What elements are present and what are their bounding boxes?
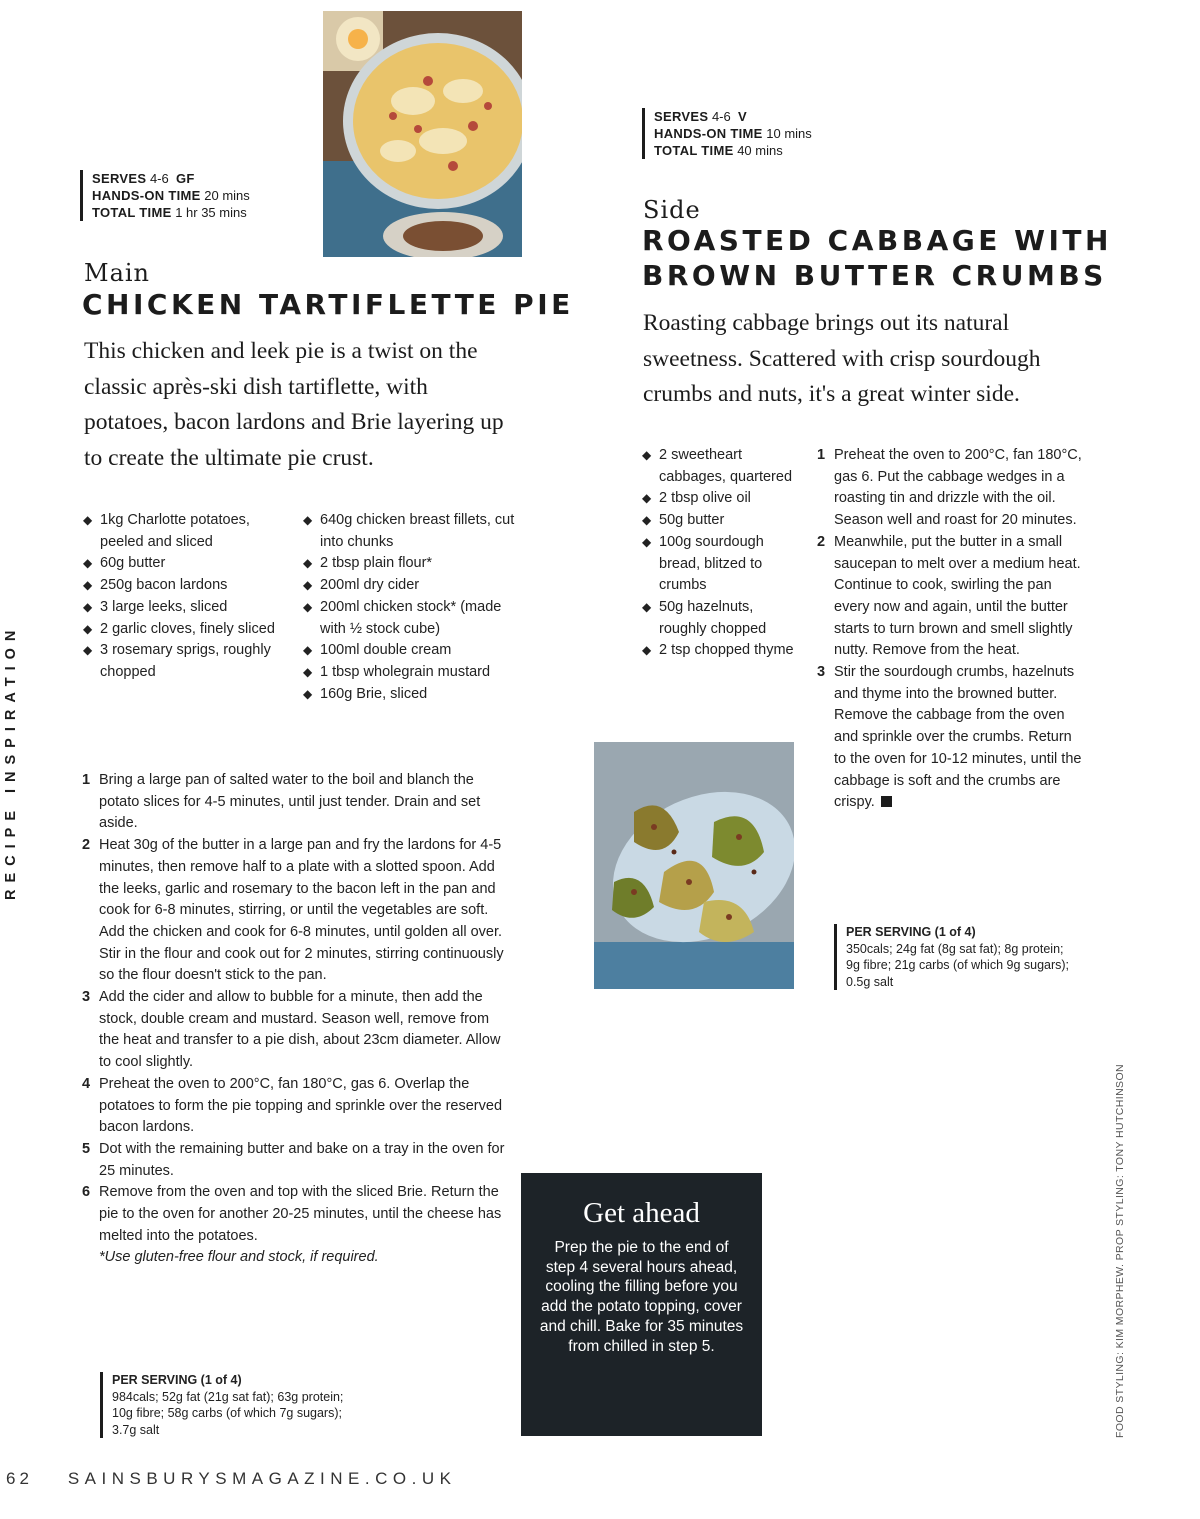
main-per-serving-label: PER SERVING (1 of 4) bbox=[112, 1373, 242, 1387]
section-side-label bbox=[3, 624, 19, 900]
cabbage-photo bbox=[594, 742, 794, 989]
step-text: Remove from the oven and top with the sliced Brie. Return the pie to the oven for another 20-25 minutes, until the cheese has melted into the potatoes. bbox=[99, 1184, 502, 1244]
main-method-steps bbox=[82, 770, 507, 1247]
end-mark-icon bbox=[881, 796, 892, 807]
ingredient-item: ◆ 3 rosemary sprigs, roughly chopped bbox=[83, 640, 283, 683]
step-text: Bring a large pan of salted water to the boil and blanch the potato slices for 4-5 minutes, until just tender. Drain and set aside. bbox=[99, 772, 481, 832]
step-text: Meanwhile, put the butter in a small saucepan to melt over a medium heat. Continue to cook, swirling the pan every now and again, until the butter starts to turn brown and smell slightly nutty. Remove from the heat. bbox=[834, 533, 1081, 659]
side-recipe-intro: Roasting cabbage brings out its natural sweetness. Scattered with crisp sourdough crumbs and nuts, it's a great winter side. bbox=[643, 310, 1041, 407]
side-method-steps bbox=[817, 445, 1087, 814]
ingredient-item: ◆ 60g butter bbox=[83, 553, 283, 575]
step-number: 5 bbox=[82, 1140, 91, 1157]
ingredient-item: ◆ 640g chicken breast fillets, cut into chunks bbox=[303, 510, 518, 553]
main-per-serving bbox=[100, 1372, 352, 1438]
step-number: 1 bbox=[82, 772, 91, 788]
main-ingredients-col2 bbox=[303, 510, 518, 705]
side-hands-on-label: HANDS-ON TIME bbox=[654, 126, 763, 141]
step-text: Dot with the remaining butter and bake on a tray in the oven for 25 minutes. bbox=[99, 1140, 505, 1179]
ingredient-item: ◆ 2 tsp chopped thyme bbox=[642, 640, 802, 662]
main-recipe-intro: This chicken and leek pie is a twist on the classic après-ski dish tartiflette, with potatoes, bacon lardons and Brie layering up to create the ultimate pie crust. bbox=[84, 338, 504, 471]
side-hands-on-value: 10 mins bbox=[766, 126, 812, 141]
main-hands-on-label: HANDS-ON TIME bbox=[92, 188, 201, 203]
styling-credit: FOOD STYLING: KIM MORPHEW. PROP STYLING: TONY HUTCHINSON bbox=[1114, 1063, 1126, 1438]
main-serves-value: 4-6 bbox=[149, 171, 169, 186]
side-recipe-title bbox=[642, 223, 1112, 293]
side-hands-on-line bbox=[654, 125, 874, 142]
cabbage-photo-illustration bbox=[594, 742, 794, 989]
ingredient-item: ◆ 50g butter bbox=[642, 510, 802, 532]
method-step bbox=[817, 445, 1087, 532]
page-footer bbox=[6, 1469, 456, 1489]
side-per-serving-text: 350cals; 24g fat (8g sat fat); 8g protein; 9g fibre; 21g carbs (of which 9g sugars); 0.5g salt bbox=[846, 941, 1070, 989]
main-hands-on-line bbox=[92, 187, 312, 204]
main-method bbox=[82, 770, 507, 1269]
ingredient-item: ◆ 50g hazelnuts, roughly chopped bbox=[642, 597, 802, 640]
get-ahead-text: Prep the pie to the end of step 4 several hours ahead, cooling the filling before you add the potato topping, cover and chill. Bake for 35 minutes from chilled in step 5. bbox=[539, 1239, 744, 1355]
step-text: Add the cider and allow to bubble for a minute, then add the stock, double cream and mustard. Season well, remove from the heat and transfer to a pie dish, about 23cm diameter. Allow to cool slightly. bbox=[99, 989, 501, 1071]
method-step bbox=[817, 532, 1087, 662]
main-serves-line bbox=[92, 170, 312, 187]
main-total-label: TOTAL TIME bbox=[92, 205, 172, 220]
method-step bbox=[82, 1182, 507, 1247]
side-per-serving bbox=[834, 924, 1076, 990]
side-title-line1: ROASTED CABBAGE WITH bbox=[642, 224, 1112, 257]
side-total-value: 40 mins bbox=[737, 143, 783, 158]
side-ingredients bbox=[642, 445, 802, 662]
step-number: 6 bbox=[82, 1184, 91, 1201]
ingredient-item: ◆ 2 tbsp olive oil bbox=[642, 488, 802, 510]
side-total-line bbox=[654, 142, 874, 159]
side-serves-value: 4-6 bbox=[711, 109, 731, 124]
pie-photo-illustration bbox=[323, 11, 522, 257]
step-text: Stir the sourdough crumbs, hazelnuts and thyme into the browned butter. Remove the cabbage from the oven and sprinkle over the crumbs. Return to the oven for 10-12 minutes, until the cabbage is soft and the crumbs are crispy. bbox=[834, 664, 1082, 811]
method-step bbox=[82, 987, 507, 1074]
side-serves-label: SERVES bbox=[654, 109, 709, 124]
pie-photo bbox=[323, 11, 522, 257]
ingredient-item: ◆ 2 sweetheart cabbages, quartered bbox=[642, 445, 802, 488]
step-number: 3 bbox=[817, 664, 826, 681]
ingredient-item: ◆ 160g Brie, sliced bbox=[303, 684, 518, 706]
site-url: SAINSBURYSMAGAZINE.CO.UK bbox=[67, 1469, 457, 1488]
ingredient-item: ◆ 1 tbsp wholegrain mustard bbox=[303, 662, 518, 684]
ingredient-item: ◆ 1kg Charlotte potatoes, peeled and sliced bbox=[83, 510, 283, 553]
ingredient-item: ◆ 100g sourdough bread, blitzed to crumbs bbox=[642, 532, 802, 597]
step-text: Preheat the oven to 200°C, fan 180°C, gas 6. Overlap the potatoes to form the pie topping and sprinkle over the reserved bacon lardons. bbox=[99, 1075, 503, 1136]
main-recipe-title: CHICKEN TARTIFLETTE PIE bbox=[82, 288, 574, 321]
step-number: 1 bbox=[817, 447, 826, 463]
side-total-label: TOTAL TIME bbox=[654, 143, 734, 158]
ingredient-item: ◆ 2 tbsp plain flour* bbox=[303, 553, 518, 575]
ingredient-item: ◆ 250g bacon lardons bbox=[83, 575, 283, 597]
main-diet-badge: GF bbox=[175, 171, 195, 186]
side-per-serving-label: PER SERVING (1 of 4) bbox=[846, 925, 976, 939]
method-step bbox=[82, 770, 507, 835]
method-step bbox=[82, 1139, 507, 1182]
side-course-label: Side bbox=[643, 196, 701, 224]
side-diet-badge: V bbox=[737, 109, 747, 124]
main-total-value: 1 hr 35 mins bbox=[175, 205, 247, 220]
step-text: Preheat the oven to 200°C, fan 180°C, gas 6. Put the cabbage wedges in a roasting tin and drizzle with the oil. Season well and roast for 20 minutes. bbox=[834, 447, 1082, 529]
side-serves-block bbox=[642, 108, 874, 159]
ingredient-item: ◆ 100ml double cream bbox=[303, 640, 518, 662]
main-course-label: Main bbox=[84, 259, 151, 287]
side-serves-line bbox=[654, 108, 874, 125]
main-hands-on-value: 20 mins bbox=[204, 188, 250, 203]
side-title-line2: BROWN BUTTER CRUMBS bbox=[642, 259, 1107, 292]
step-number: 2 bbox=[82, 837, 91, 854]
step-text: Heat 30g of the butter in a large pan and fry the lardons for 4-5 minutes, then remove half to a plate with a slotted spoon. Add the leeks, garlic and rosemary to the bacon left in the pan and cook for 6-8 minutes, stirring, or until the vegetables are soft. Add the chicken and cook for 6-8 minutes, until golden all over. Stir in the flour and cook out for 2 minutes, stirring continuously so the flour doesn't stick to the pan. bbox=[99, 837, 504, 984]
method-step bbox=[82, 1074, 507, 1139]
step-number: 3 bbox=[82, 989, 91, 1006]
get-ahead-title: Get ahead bbox=[583, 1197, 700, 1229]
main-total-line bbox=[92, 204, 312, 221]
main-recipe-note: *Use gluten-free flour and stock, if required. bbox=[99, 1249, 379, 1266]
get-ahead-box bbox=[521, 1173, 762, 1436]
method-step bbox=[82, 835, 507, 987]
main-serves-label: SERVES bbox=[92, 171, 147, 186]
ingredient-item: ◆ 2 garlic cloves, finely sliced bbox=[83, 619, 283, 641]
side-label-text: RECIPE INSPIRATION bbox=[3, 623, 19, 900]
ingredient-item: ◆ 200ml dry cider bbox=[303, 575, 518, 597]
step-number: 4 bbox=[82, 1075, 91, 1092]
method-step bbox=[817, 662, 1087, 814]
page-number: 62 bbox=[6, 1469, 33, 1488]
step-number: 2 bbox=[817, 533, 826, 550]
main-ingredients-col1 bbox=[83, 510, 283, 684]
main-serves-block bbox=[80, 170, 312, 221]
ingredient-item: ◆ 200ml chicken stock* (made with ½ stock cube) bbox=[303, 597, 518, 640]
ingredient-item: ◆ 3 large leeks, sliced bbox=[83, 597, 283, 619]
main-per-serving-text: 984cals; 52g fat (21g sat fat); 63g protein; 10g fibre; 58g carbs (of which 7g sugars); 3.7g salt bbox=[112, 1389, 344, 1437]
side-method bbox=[817, 445, 1087, 814]
